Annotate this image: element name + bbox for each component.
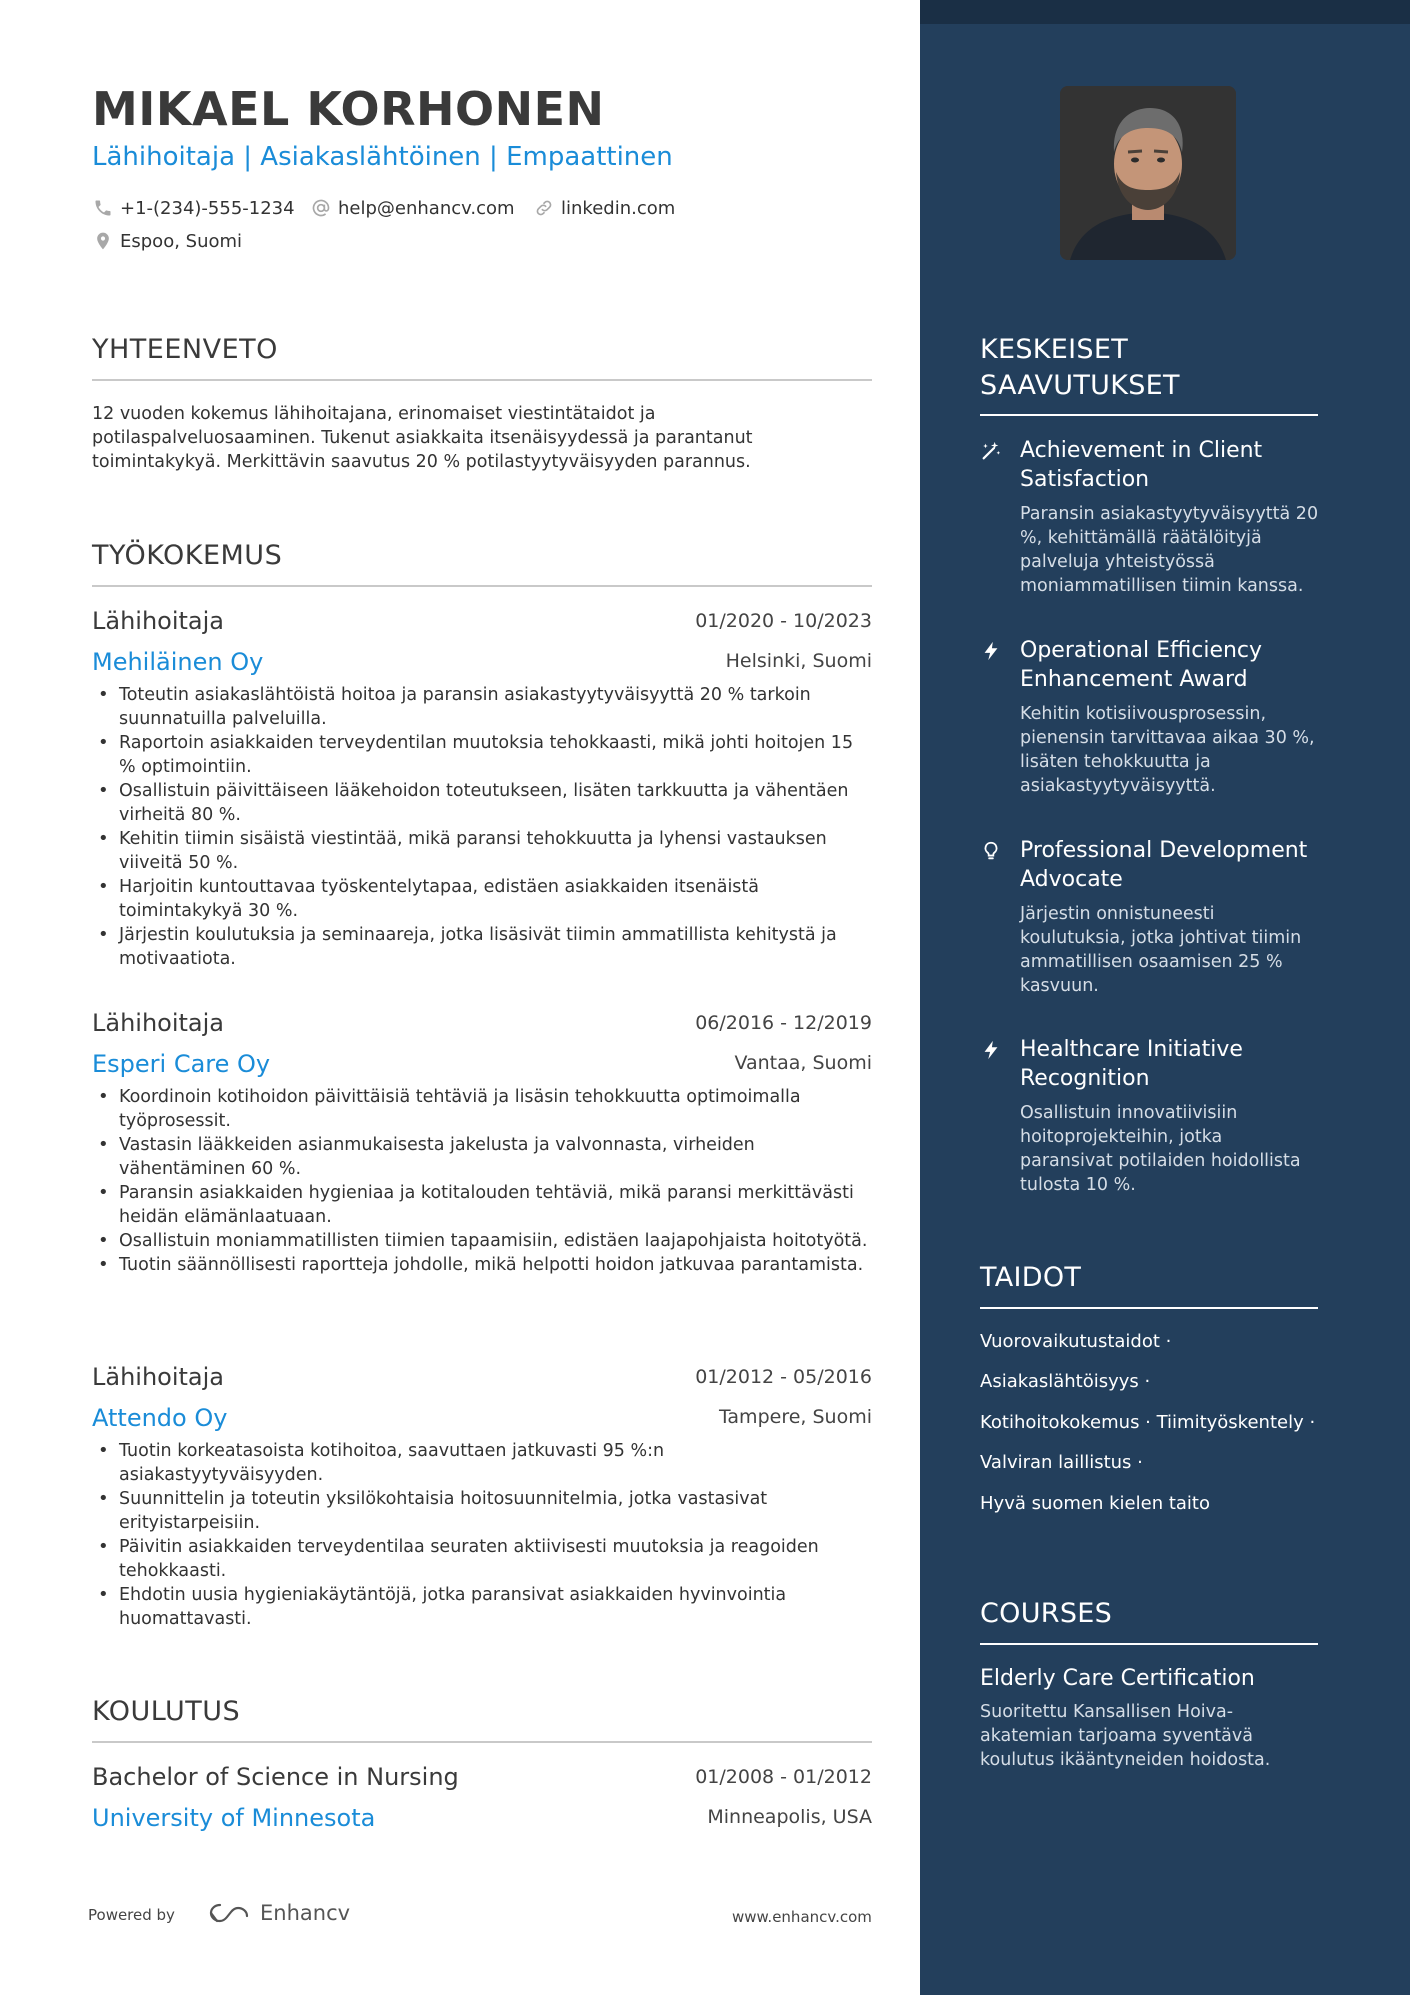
- skill-line: Asiakaslähtöisyys ·: [980, 1371, 1151, 1392]
- achievement-title: Operational Efficiency Enhancement Award: [1020, 638, 1263, 692]
- phone-icon: [92, 197, 114, 219]
- list-item: • Raportoin asiakkaiden terveydentilan muutoksia tehokkaasti, mikä johti hoitojen 15 % optimointiin.: [92, 731, 872, 779]
- skill-line: Valviran laillistus ·: [980, 1452, 1143, 1473]
- skills-divider: [980, 1307, 1318, 1309]
- education-school: University of Minnesota: [92, 1804, 376, 1832]
- skills-heading: TAIDOT: [980, 1262, 1082, 1293]
- lightbulb-icon: [980, 840, 1002, 864]
- profile-photo: [1060, 86, 1236, 260]
- job-dates: 06/2016 - 12/2019: [695, 1012, 872, 1034]
- achievement-title: Achievement in Client Satisfaction: [1020, 438, 1263, 492]
- list-item: • Paransin asiakkaiden hygieniaa ja kotitalouden tehtäviä, mikä paransi merkittävästi heidän elämänlaatuaan.: [92, 1181, 872, 1229]
- courses-heading: COURSES: [980, 1598, 1113, 1629]
- contact-email: [310, 197, 515, 219]
- achievement-title: Healthcare Initiative Recognition: [1020, 1037, 1243, 1091]
- achievement-description: Järjestin onnistuneesti koulutuksia, jotka johtivat tiimin ammatillisen osaamisen 25 % kasvuun.: [1020, 904, 1302, 996]
- list-item: • Kehitin tiimin sisäistä viestintää, mikä paransi tehokkuutta ja lyhensi vastauksen viiveitä 50 %.: [92, 827, 872, 875]
- list-item: • Toteutin asiakaslähtöistä hoitoa ja paransin asiakastyytyväisyyttä 20 % tarkoin suunnatuilla palveluilla.: [92, 683, 872, 731]
- contact-location: [92, 230, 242, 252]
- skill-line: Hyvä suomen kielen taito: [980, 1493, 1210, 1514]
- job-title: Lähihoitaja: [92, 1009, 225, 1037]
- education-location: Minneapolis, USA: [707, 1806, 872, 1828]
- enhancv-logo[interactable]: [206, 1900, 350, 1926]
- sidebar-top-bar: [920, 0, 1410, 24]
- job-bullets: [92, 1439, 872, 1631]
- achievement-description: Osallistuin innovatiivisiin hoitoprojekteihin, jotka paransivat potilaiden hoidollista tulosta 10 %.: [1020, 1103, 1301, 1195]
- link-icon: [533, 197, 555, 219]
- phone-text[interactable]: +1-(234)-555-1234: [120, 197, 295, 219]
- avatar: [1060, 86, 1236, 260]
- at-sign-icon: [310, 197, 332, 219]
- achievement-description: Paransin asiakastyytyväisyyttä 20 %, kehittämällä räätälöityjä palveluja yhteistyössä moniammatillisen tiimin kanssa.: [1020, 504, 1319, 596]
- job-company: Attendo Oy: [92, 1404, 228, 1432]
- experience-heading: TYÖKOKEMUS: [92, 540, 283, 571]
- location-pin-icon: [92, 230, 114, 252]
- contact-linkedin: [533, 197, 675, 219]
- lightning-icon: [980, 640, 1002, 664]
- course-title: Elderly Care Certification: [980, 1666, 1255, 1691]
- courses-divider: [980, 1643, 1318, 1645]
- footer-url[interactable]: www.enhancv.com: [732, 1908, 872, 1926]
- education-dates: 01/2008 - 01/2012: [695, 1766, 872, 1788]
- list-item: • Päivitin asiakkaiden terveydentilaa seuraten aktiivisesti muutoksia ja reagoiden tehokkaasti.: [92, 1535, 872, 1583]
- job-dates: 01/2020 - 10/2023: [695, 610, 872, 632]
- job-bullets: [92, 1085, 872, 1277]
- job-dates: 01/2012 - 05/2016: [695, 1366, 872, 1388]
- job-company: Mehiläinen Oy: [92, 648, 264, 676]
- education-divider: [92, 1741, 872, 1743]
- achievement-title: Professional Development Advocate: [1020, 838, 1308, 892]
- list-item: • Koordinoin kotihoidon päivittäisiä tehtäviä ja lisäsin tehokkuutta optimoimalla työprosessit.: [92, 1085, 872, 1133]
- achievement-description: Kehitin kotisiivousprosessin, pienensin tarvittavaa aikaa 30 %, lisäten tehokkuutta ja asiakastyytyväisyyttä.: [1020, 704, 1315, 796]
- candidate-name: MIKAEL KORHONEN: [92, 82, 605, 136]
- job-location: Vantaa, Suomi: [734, 1052, 872, 1074]
- list-item: • Harjoitin kuntouttavaa työskentelytapaa, edistäen asiakkaiden itsenäistä toimintakykyä 30 %.: [92, 875, 872, 923]
- list-item: • Osallistuin päivittäiseen lääkehoidon toteutukseen, lisäten tarkkuutta ja vähentäen virheitä 80 %.: [92, 779, 872, 827]
- enhancv-brand-text: Enhancv: [260, 1901, 351, 1925]
- job-bullets: [92, 683, 872, 971]
- contact-phone: [92, 197, 295, 219]
- list-item: • Vastasin lääkkeiden asianmukaisesta jakelusta ja valvonnasta, virheiden vähentäminen 60 %.: [92, 1133, 872, 1181]
- job-company: Esperi Care Oy: [92, 1050, 271, 1078]
- job-location: Tampere, Suomi: [718, 1406, 872, 1428]
- skill-line: Vuorovaikutustaidot ·: [980, 1331, 1172, 1352]
- location-text: Espoo, Suomi: [120, 230, 243, 252]
- list-item: • Ehdotin uusia hygieniakäytäntöjä, jotka paransivat asiakkaiden hyvinvointia huomattavasti.: [92, 1583, 872, 1631]
- skill-line: Kotihoitokokemus · Tiimityöskentely ·: [980, 1412, 1316, 1433]
- list-item: • Osallistuin moniammatillisten tiimien tapaamisiin, edistäen laajapohjaista hoitotyötä.: [92, 1229, 872, 1253]
- magic-wand-icon: [980, 440, 1002, 464]
- list-item: • Tuotin säännöllisesti raportteja johdolle, mikä helpotti hoidon jatkuvaa parantamista.: [92, 1253, 872, 1277]
- education-heading: KOULUTUS: [92, 1696, 241, 1727]
- footer-powered-by: Powered by: [88, 1906, 175, 1924]
- summary-text: 12 vuoden kokemus lähihoitajana, erinomaiset viestintätaidot ja potilaspalveluosaaminen. Tukenut asiakkaita itsenäisyydessä ja parantanut toimintakykyä. Merkittävin saavutus 20 % potilastyytyväisyyden parannus.: [92, 404, 753, 472]
- course-description: Suoritettu Kansallisen Hoiva-akatemian tarjoama syventävä koulutus ikääntyneiden hoidosta.: [980, 1702, 1271, 1770]
- linkedin-text[interactable]: linkedin.com: [561, 197, 676, 219]
- email-text[interactable]: help@enhancv.com: [338, 197, 515, 219]
- list-item: • Suunnittelin ja toteutin yksilökohtaisia hoitosuunnitelmia, jotka vastasivat erityistarpeisiin.: [92, 1487, 872, 1535]
- education-degree: Bachelor of Science in Nursing: [92, 1763, 459, 1791]
- list-item: • Järjestin koulutuksia ja seminaareja, jotka lisäsivät tiimin ammatillista kehitystä ja motivaatiota.: [92, 923, 872, 971]
- job-location: Helsinki, Suomi: [725, 650, 872, 672]
- summary-divider: [92, 379, 872, 381]
- lightning-icon: [980, 1039, 1002, 1063]
- summary-heading: YHTEENVETO: [92, 334, 278, 365]
- list-item: • Tuotin korkeatasoista kotihoitoa, saavuttaen jatkuvasti 95 %:n asiakastyytyväisyyden.: [92, 1439, 872, 1487]
- achievements-divider: [980, 414, 1318, 416]
- experience-divider: [92, 585, 872, 587]
- achievements-heading: KESKEISET SAAVUTUKSET: [980, 334, 1180, 401]
- job-title: Lähihoitaja: [92, 607, 225, 635]
- job-title: Lähihoitaja: [92, 1363, 225, 1391]
- enhancv-logo-icon: [206, 1900, 252, 1926]
- candidate-tagline: Lähihoitaja | Asiakaslähtöinen | Empaattinen: [92, 142, 673, 172]
